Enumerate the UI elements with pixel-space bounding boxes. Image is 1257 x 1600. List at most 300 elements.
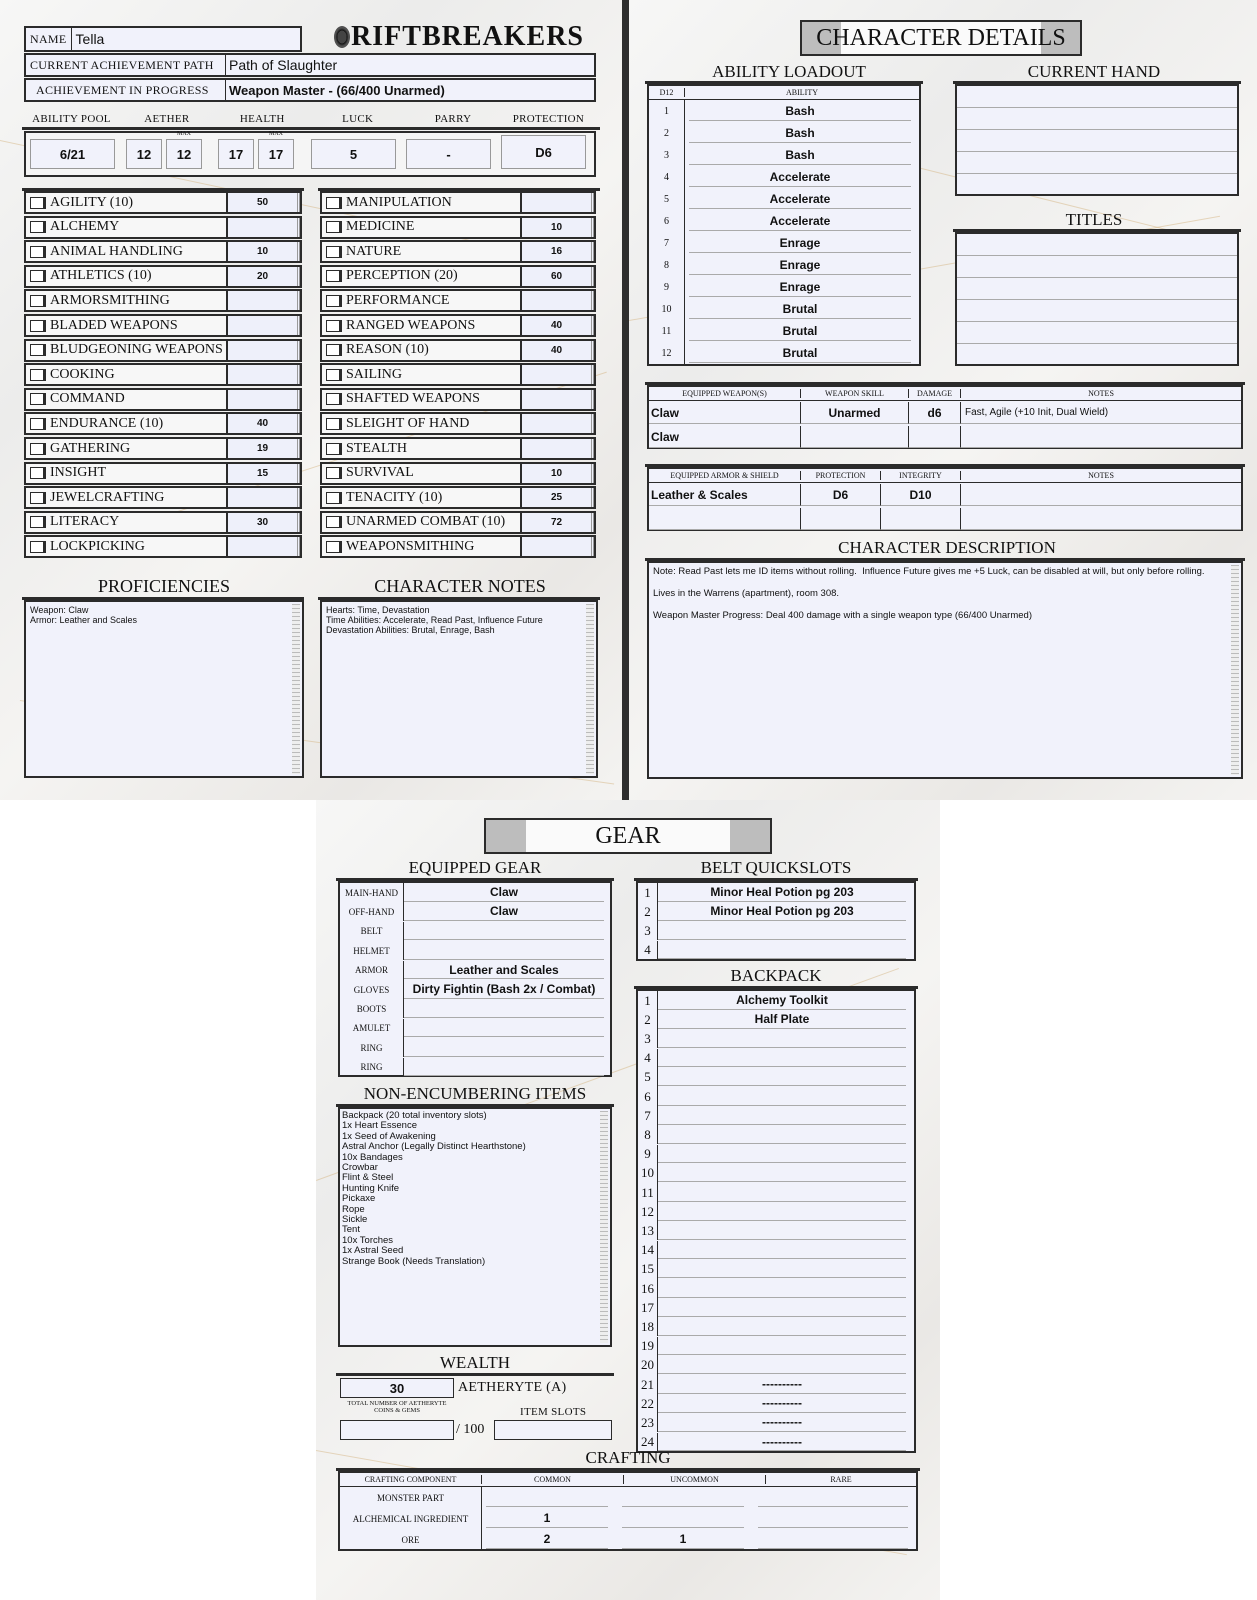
weapon-damage[interactable] xyxy=(909,426,961,448)
backpack-slot-number: 2 xyxy=(638,1010,658,1029)
crafting-title: CRAFTING xyxy=(585,1448,671,1467)
skill-checkbox-icon[interactable] xyxy=(30,197,44,209)
gear-slot-label: BELT xyxy=(340,922,404,941)
ability-name[interactable]: Brutal xyxy=(689,321,911,341)
gear-page xyxy=(316,800,940,1600)
backpack-slot-value[interactable] xyxy=(658,1203,906,1221)
coins-label: TOTAL NUMBER OF AETHERYTE COINS & GEMS xyxy=(347,1400,447,1414)
skill-name: ENDURANCE (10) xyxy=(50,415,164,431)
skill-checkbox-icon[interactable] xyxy=(326,197,340,209)
backpack-slot-value[interactable] xyxy=(658,1088,906,1106)
skill-value[interactable]: 50 xyxy=(226,193,300,212)
gear-slot-row xyxy=(340,980,610,999)
skill-name: COOKING xyxy=(50,366,115,382)
backpack-slot-row xyxy=(638,1125,914,1144)
skill-value[interactable]: 72 xyxy=(520,513,594,532)
item-slots-field[interactable] xyxy=(494,1420,612,1440)
backpack-slot-value[interactable] xyxy=(658,1164,906,1182)
ability-row xyxy=(649,298,919,320)
backpack-slot-value[interactable] xyxy=(658,1184,906,1202)
skill-value[interactable] xyxy=(520,365,594,384)
skill-value[interactable] xyxy=(520,291,594,310)
armor-integrity[interactable] xyxy=(881,508,961,530)
skill-row[interactable] xyxy=(320,535,596,558)
aether-max-value[interactable]: 12 xyxy=(166,139,202,169)
armor-integrity[interactable]: D10 xyxy=(881,484,961,506)
skill-checkbox-icon[interactable] xyxy=(30,418,44,430)
name-label: NAME xyxy=(26,28,72,50)
skill-value[interactable]: 40 xyxy=(226,414,300,433)
skill-name: INSIGHT xyxy=(50,465,106,481)
ability-row xyxy=(649,320,919,342)
armor-table xyxy=(647,467,1243,531)
gear-slot-value[interactable] xyxy=(404,1019,604,1037)
backpack-slot-value[interactable]: ---------- xyxy=(658,1395,906,1413)
skill-value[interactable]: 10 xyxy=(520,218,594,237)
backpack-slot-value[interactable] xyxy=(658,1222,906,1240)
gear-slot-value[interactable] xyxy=(404,1058,604,1076)
skill-row[interactable] xyxy=(320,314,596,337)
crafting-uncommon[interactable]: 1 xyxy=(622,1531,744,1549)
aether-value[interactable]: 12 xyxy=(126,139,162,169)
skill-name: COMMAND xyxy=(50,391,125,407)
ability-roll-number: 6 xyxy=(649,210,685,232)
crafting-rare[interactable] xyxy=(758,1510,908,1528)
skill-value[interactable] xyxy=(520,390,594,409)
backpack-table xyxy=(636,989,916,1453)
backpack-slot-row xyxy=(638,1202,914,1221)
gear-slot-label: RING xyxy=(340,1038,404,1057)
skill-checkbox-icon[interactable] xyxy=(326,295,340,307)
skill-value[interactable] xyxy=(520,537,594,556)
armor-name[interactable] xyxy=(649,508,801,530)
skill-name: RANGED WEAPONS xyxy=(346,317,476,333)
ability-name[interactable]: Enrage xyxy=(689,277,911,297)
ability-name[interactable]: Accelerate xyxy=(689,211,911,231)
skill-row[interactable] xyxy=(24,191,302,214)
skill-value[interactable] xyxy=(226,488,300,507)
crafting-component: ORE xyxy=(340,1529,482,1550)
stat-labels xyxy=(24,112,596,126)
ability-roll-number: 3 xyxy=(649,144,685,166)
skill-checkbox-icon[interactable] xyxy=(326,418,340,430)
crafting-rare[interactable] xyxy=(758,1489,908,1507)
skill-name: NATURE xyxy=(346,243,402,259)
backpack-slot-number: 13 xyxy=(638,1221,658,1240)
skill-value[interactable] xyxy=(226,316,300,335)
character-description-text[interactable]: Note: Read Past lets me ID items without rolling. Influence Future gives me +5 Luck, can be disabled at will, but only before rolling. Lives in the Warrens (apartment), room 308. Weapon Master Progress: Deal 400 damage with a single weapon type (66/400 Unarmed) xyxy=(647,561,1243,779)
crafting-component: MONSTER PART xyxy=(340,1487,482,1508)
skill-checkbox-icon[interactable] xyxy=(326,320,340,332)
crafting-component: ALCHEMICAL INGREDIENT xyxy=(340,1508,482,1529)
skill-checkbox-icon[interactable] xyxy=(326,516,340,528)
weapon-header-notes: NOTES xyxy=(1088,389,1114,398)
ability-name[interactable]: Enrage xyxy=(689,233,911,253)
skill-row[interactable] xyxy=(320,412,596,435)
skill-value[interactable]: 40 xyxy=(520,316,594,335)
skill-checkbox-icon[interactable] xyxy=(30,541,44,553)
skill-checkbox-icon[interactable] xyxy=(326,221,340,233)
ability-roll-number: 2 xyxy=(649,122,685,144)
gear-slot-label: RING xyxy=(340,1058,404,1077)
skill-value[interactable]: 60 xyxy=(520,267,594,286)
ability-name[interactable]: Enrage xyxy=(689,255,911,275)
skill-checkbox-icon[interactable] xyxy=(326,467,340,479)
gear-slot-value[interactable] xyxy=(404,922,604,940)
gear-slot-row xyxy=(340,941,610,960)
armor-notes[interactable] xyxy=(961,484,1241,506)
crafting-common[interactable] xyxy=(486,1489,608,1507)
weapon-name[interactable]: Claw xyxy=(649,426,801,448)
ability-loadout-title: ABILITY LOADOUT xyxy=(712,62,866,81)
skill-value[interactable] xyxy=(226,365,300,384)
skill-value[interactable] xyxy=(226,341,300,360)
belt-slot-number: 2 xyxy=(638,902,658,921)
armor-notes[interactable] xyxy=(961,508,1241,530)
gear-slot-row xyxy=(340,922,610,941)
skill-row[interactable] xyxy=(24,412,302,435)
backpack-slot-row xyxy=(638,1068,914,1087)
skill-name: SHAFTED WEAPONS xyxy=(346,391,480,407)
armor-row xyxy=(649,483,1241,507)
skill-name: GATHERING xyxy=(50,440,131,456)
gear-slot-label: GLOVES xyxy=(340,980,404,999)
character-notes-text[interactable]: Hearts: Time, Devastation Time Abilities: Accelerate, Read Past, Influence Future Devastation Abilities: Brutal, Enrage, Bash xyxy=(320,600,598,778)
gear-slot-label: AMULET xyxy=(340,1019,404,1038)
skill-value[interactable]: 20 xyxy=(226,267,300,286)
crafting-rare[interactable] xyxy=(758,1531,908,1549)
stat-label-aether: AETHER xyxy=(144,113,190,125)
backpack-slot-value[interactable] xyxy=(658,1107,906,1125)
aetheryte-value: 30 xyxy=(389,1380,405,1396)
backpack-slot-value[interactable]: ---------- xyxy=(658,1414,906,1432)
gear-slot-value[interactable]: Claw xyxy=(404,884,604,902)
backpack-slot-number: 12 xyxy=(638,1202,658,1221)
crafting-table xyxy=(338,1471,918,1551)
skill-name: MEDICINE xyxy=(346,219,415,235)
skill-value[interactable]: 15 xyxy=(226,464,300,483)
aetheryte-field[interactable] xyxy=(340,1378,454,1398)
gear-title: GEAR xyxy=(595,822,661,849)
skill-row[interactable] xyxy=(320,462,596,485)
backpack-slot-row xyxy=(638,1049,914,1068)
stat-label-protection: PROTECTION xyxy=(512,113,585,125)
skill-checkbox-icon[interactable] xyxy=(326,443,340,455)
backpack-slot-value[interactable] xyxy=(658,1068,906,1086)
skill-value[interactable] xyxy=(226,218,300,237)
skill-row[interactable] xyxy=(320,486,596,509)
skill-value[interactable]: 10 xyxy=(520,464,594,483)
skill-checkbox-icon[interactable] xyxy=(30,516,44,528)
achievement-path-field[interactable] xyxy=(24,53,596,77)
aetheryte-label: AETHERYTE (A) xyxy=(458,1380,567,1395)
backpack-slot-number: 14 xyxy=(638,1241,658,1260)
backpack-slot-number: 22 xyxy=(638,1394,658,1413)
backpack-slot-number: 9 xyxy=(638,1145,658,1164)
skill-row[interactable] xyxy=(24,289,302,312)
belt-slot-value[interactable] xyxy=(658,941,906,959)
skill-value[interactable] xyxy=(520,439,594,458)
weapon-notes[interactable]: Fast, Agile (+10 Init, Dual Wield) xyxy=(961,402,1241,424)
crafting-common[interactable]: 2 xyxy=(486,1531,608,1549)
proficiencies-title: PROFICIENCIES xyxy=(97,576,231,596)
skill-checkbox-icon[interactable] xyxy=(326,393,340,405)
titles-title: TITLES xyxy=(1065,210,1123,229)
skill-row[interactable] xyxy=(24,216,302,239)
titles-area[interactable] xyxy=(955,232,1239,366)
achievement-progress-label: ACHIEVEMENT IN PROGRESS xyxy=(26,80,226,100)
achievement-path-value: Path of Slaughter xyxy=(229,57,338,73)
skill-row[interactable] xyxy=(24,437,302,460)
backpack-slot-row xyxy=(638,1183,914,1202)
skill-row[interactable] xyxy=(24,240,302,263)
gear-slot-value[interactable]: Dirty Fightin (Bash 2x / Combat) xyxy=(404,981,604,999)
backpack-slot-value[interactable]: ---------- xyxy=(658,1433,906,1451)
backpack-slot-row xyxy=(638,1106,914,1125)
proficiencies-text[interactable]: Weapon: Claw Armor: Leather and Scales xyxy=(24,600,304,778)
skill-row[interactable] xyxy=(320,363,596,386)
backpack-slot-number: 10 xyxy=(638,1164,658,1183)
backpack-slot-value[interactable]: Alchemy Toolkit xyxy=(658,992,906,1010)
ability-row xyxy=(649,254,919,276)
backpack-slot-value[interactable] xyxy=(658,1241,906,1259)
crafting-header-component: CRAFTING COMPONENT xyxy=(340,1475,482,1484)
belt-slot-value[interactable]: Minor Heal Potion pg 203 xyxy=(658,903,906,921)
skill-name: ALCHEMY xyxy=(50,219,120,235)
skill-checkbox-icon[interactable] xyxy=(30,344,44,356)
ability-row xyxy=(649,100,919,122)
name-field[interactable] xyxy=(24,26,302,52)
skill-value[interactable] xyxy=(520,414,594,433)
ability-name[interactable]: Bash xyxy=(689,123,911,143)
skill-row[interactable] xyxy=(320,216,596,239)
skill-row[interactable] xyxy=(320,265,596,288)
logo-emblem-icon xyxy=(334,26,350,48)
backpack-slot-value[interactable]: Half Plate xyxy=(658,1011,906,1029)
skill-value[interactable] xyxy=(226,390,300,409)
skill-checkbox-icon[interactable] xyxy=(30,320,44,332)
armor-header-notes: NOTES xyxy=(1088,471,1114,480)
ability-name[interactable]: Brutal xyxy=(689,299,911,319)
skill-checkbox-icon[interactable] xyxy=(30,467,44,479)
backpack-slot-number: 7 xyxy=(638,1106,658,1125)
belt-slot-value[interactable]: Minor Heal Potion pg 203 xyxy=(658,884,906,902)
backpack-slot-value[interactable] xyxy=(658,1260,906,1278)
backpack-slot-number: 15 xyxy=(638,1260,658,1279)
armor-header-name: EQUIPPED ARMOR & SHIELD xyxy=(649,471,801,480)
skill-checkbox-icon[interactable] xyxy=(326,541,340,553)
character-details-page xyxy=(629,0,1257,800)
skill-row[interactable] xyxy=(24,265,302,288)
ability-row xyxy=(649,342,919,364)
ability-loadout-table xyxy=(647,84,921,366)
ability-name[interactable]: Bash xyxy=(689,145,911,165)
skill-name: MANIPULATION xyxy=(346,194,452,210)
backpack-slot-row xyxy=(638,1145,914,1164)
backpack-slot-row xyxy=(638,1337,914,1356)
gear-slot-row xyxy=(340,1058,610,1077)
ability-name[interactable]: Brutal xyxy=(689,343,911,363)
weapon-skill[interactable]: Unarmed xyxy=(801,402,909,424)
skill-row[interactable] xyxy=(24,388,302,411)
skill-row[interactable] xyxy=(24,511,302,534)
skill-checkbox-icon[interactable] xyxy=(326,270,340,282)
gear-slot-value[interactable]: Leather and Scales xyxy=(404,961,604,979)
backpack-slot-value[interactable] xyxy=(658,1030,906,1048)
backpack-slot-number: 16 xyxy=(638,1279,658,1298)
skill-name: LITERACY xyxy=(50,514,120,530)
stat-label-luck: LUCK xyxy=(342,113,374,125)
gear-slot-row xyxy=(340,1019,610,1038)
gear-slot-value[interactable]: Claw xyxy=(404,903,604,921)
backpack-slot-value[interactable] xyxy=(658,1145,906,1163)
belt-slot-number: 3 xyxy=(638,921,658,940)
skill-checkbox-icon[interactable] xyxy=(326,246,340,258)
character-sheet-page xyxy=(0,0,622,800)
name-value: Tella xyxy=(75,31,105,47)
backpack-slot-value[interactable] xyxy=(658,1126,906,1144)
skill-checkbox-icon[interactable] xyxy=(326,344,340,356)
wealth-rule xyxy=(336,1373,614,1376)
health-value[interactable]: 17 xyxy=(218,139,254,169)
ability-roll-number: 10 xyxy=(649,298,685,320)
ability-roll-number: 1 xyxy=(649,100,685,122)
skill-value[interactable]: 16 xyxy=(520,242,594,261)
skill-checkbox-icon[interactable] xyxy=(326,369,340,381)
skill-checkbox-icon[interactable] xyxy=(30,492,44,504)
backpack-slot-row xyxy=(638,1029,914,1048)
skill-checkbox-icon[interactable] xyxy=(30,270,44,282)
skill-value[interactable]: 30 xyxy=(226,513,300,532)
crafting-uncommon[interactable] xyxy=(622,1489,744,1507)
backpack-slot-value[interactable]: ---------- xyxy=(658,1376,906,1394)
skill-checkbox-icon[interactable] xyxy=(30,246,44,258)
crafting-header-common: COMMON xyxy=(482,1475,624,1484)
crafting-common[interactable]: 1 xyxy=(486,1510,608,1528)
item-slots-used-field[interactable] xyxy=(340,1420,454,1440)
ability-name[interactable]: Bash xyxy=(689,101,911,121)
weapon-skill[interactable] xyxy=(801,426,909,448)
skill-row[interactable] xyxy=(24,462,302,485)
skill-row[interactable] xyxy=(320,191,596,214)
skill-row[interactable] xyxy=(24,535,302,558)
crafting-uncommon[interactable] xyxy=(622,1510,744,1528)
backpack-slot-value[interactable] xyxy=(658,1280,906,1298)
belt-slot-row xyxy=(638,902,914,921)
skill-checkbox-icon[interactable] xyxy=(30,393,44,405)
gear-slot-value[interactable] xyxy=(404,1000,604,1018)
skill-name: UNARMED COMBAT (10) xyxy=(346,514,506,530)
skill-row[interactable] xyxy=(24,314,302,337)
skill-row[interactable] xyxy=(320,240,596,263)
non-encumbering-text[interactable]: Backpack (20 total inventory slots) 1x Heart Essence 1x Seed of Awakening Astral Anchor (Legally Distinct Hearthstone) 10x Bandages Crowbar Flint & Steel Hunting Knife Pickaxe Rope Sickle Tent 10x Torches 1x Astral Seed Strange Book (Needs Translation) xyxy=(338,1107,612,1347)
skill-checkbox-icon[interactable] xyxy=(30,295,44,307)
skill-value[interactable] xyxy=(226,291,300,310)
ability-pool-value[interactable]: 6/21 xyxy=(30,139,115,169)
armor-name[interactable]: Leather & Scales xyxy=(649,484,801,506)
backpack-slot-value[interactable] xyxy=(658,1337,906,1355)
backpack-slot-row xyxy=(638,1221,914,1240)
health-max-value[interactable]: 17 xyxy=(258,139,294,169)
backpack-slot-value[interactable] xyxy=(658,1356,906,1374)
backpack-slot-row xyxy=(638,1087,914,1106)
skill-row[interactable] xyxy=(320,437,596,460)
armor-protection[interactable] xyxy=(801,508,881,530)
skill-value[interactable] xyxy=(520,193,594,212)
crafting-header-uncommon: UNCOMMON xyxy=(624,1475,766,1484)
backpack-slot-number: 8 xyxy=(638,1125,658,1144)
stat-label-health: HEALTH xyxy=(239,113,285,125)
weapon-notes[interactable] xyxy=(961,426,1241,448)
backpack-slot-value[interactable] xyxy=(658,1049,906,1067)
skill-checkbox-icon[interactable] xyxy=(326,492,340,504)
weapon-damage[interactable]: d6 xyxy=(909,402,961,424)
parry-value[interactable]: - xyxy=(406,139,491,169)
backpack-slot-number: 21 xyxy=(638,1375,658,1394)
skill-checkbox-icon[interactable] xyxy=(30,221,44,233)
skill-name: AGILITY (10) xyxy=(50,194,134,210)
gear-slot-value[interactable] xyxy=(404,1039,604,1057)
skill-row[interactable] xyxy=(24,339,302,362)
skill-row[interactable] xyxy=(320,339,596,362)
backpack-slot-value[interactable] xyxy=(658,1318,906,1336)
skill-value[interactable]: 19 xyxy=(226,439,300,458)
skill-name: PERFORMANCE xyxy=(346,292,450,308)
skill-row[interactable] xyxy=(24,486,302,509)
stats-row xyxy=(24,131,596,177)
skill-name: PERCEPTION (20) xyxy=(346,268,458,284)
armor-header-integrity: INTEGRITY xyxy=(881,471,961,480)
ability-header: ABILITY xyxy=(786,88,818,97)
skill-row[interactable] xyxy=(24,363,302,386)
page-divider xyxy=(622,0,629,800)
skill-name: LOCKPICKING xyxy=(50,538,145,554)
ability-name[interactable]: Accelerate xyxy=(689,189,911,209)
armor-protection[interactable]: D6 xyxy=(801,484,881,506)
backpack-slot-number: 23 xyxy=(638,1413,658,1432)
achievement-progress-value: Weapon Master - (66/400 Unarmed) xyxy=(229,82,445,98)
skill-value[interactable]: 25 xyxy=(520,488,594,507)
equipped-gear-title: EQUIPPED GEAR xyxy=(408,858,542,877)
skill-row[interactable] xyxy=(320,388,596,411)
item-slots-label: ITEM SLOTS xyxy=(520,1406,587,1418)
skill-checkbox-icon[interactable] xyxy=(30,443,44,455)
skill-name: SURVIVAL xyxy=(346,465,414,481)
protection-value[interactable]: D6 xyxy=(501,135,586,169)
luck-value[interactable]: 5 xyxy=(311,139,396,169)
ability-roll-number: 12 xyxy=(649,342,685,364)
skill-name: STEALTH xyxy=(346,440,407,456)
gear-slot-value[interactable] xyxy=(404,942,604,960)
weapon-name[interactable]: Claw xyxy=(649,402,801,424)
skill-value[interactable]: 10 xyxy=(226,242,300,261)
backpack-slot-row xyxy=(638,1298,914,1317)
skill-value[interactable]: 40 xyxy=(520,341,594,360)
skill-value[interactable] xyxy=(226,537,300,556)
ability-name[interactable]: Accelerate xyxy=(689,167,911,187)
skill-checkbox-icon[interactable] xyxy=(30,369,44,381)
armor-row xyxy=(649,507,1241,531)
belt-slot-value[interactable] xyxy=(658,922,906,940)
skill-row[interactable] xyxy=(320,511,596,534)
current-hand-area[interactable] xyxy=(955,84,1239,196)
gear-slot-row xyxy=(340,1038,610,1057)
skill-name: BLADED WEAPONS xyxy=(50,317,178,333)
backpack-slot-value[interactable] xyxy=(658,1299,906,1317)
achievement-progress-field[interactable] xyxy=(24,78,596,102)
skill-row[interactable] xyxy=(320,289,596,312)
weapon-row xyxy=(649,425,1241,449)
